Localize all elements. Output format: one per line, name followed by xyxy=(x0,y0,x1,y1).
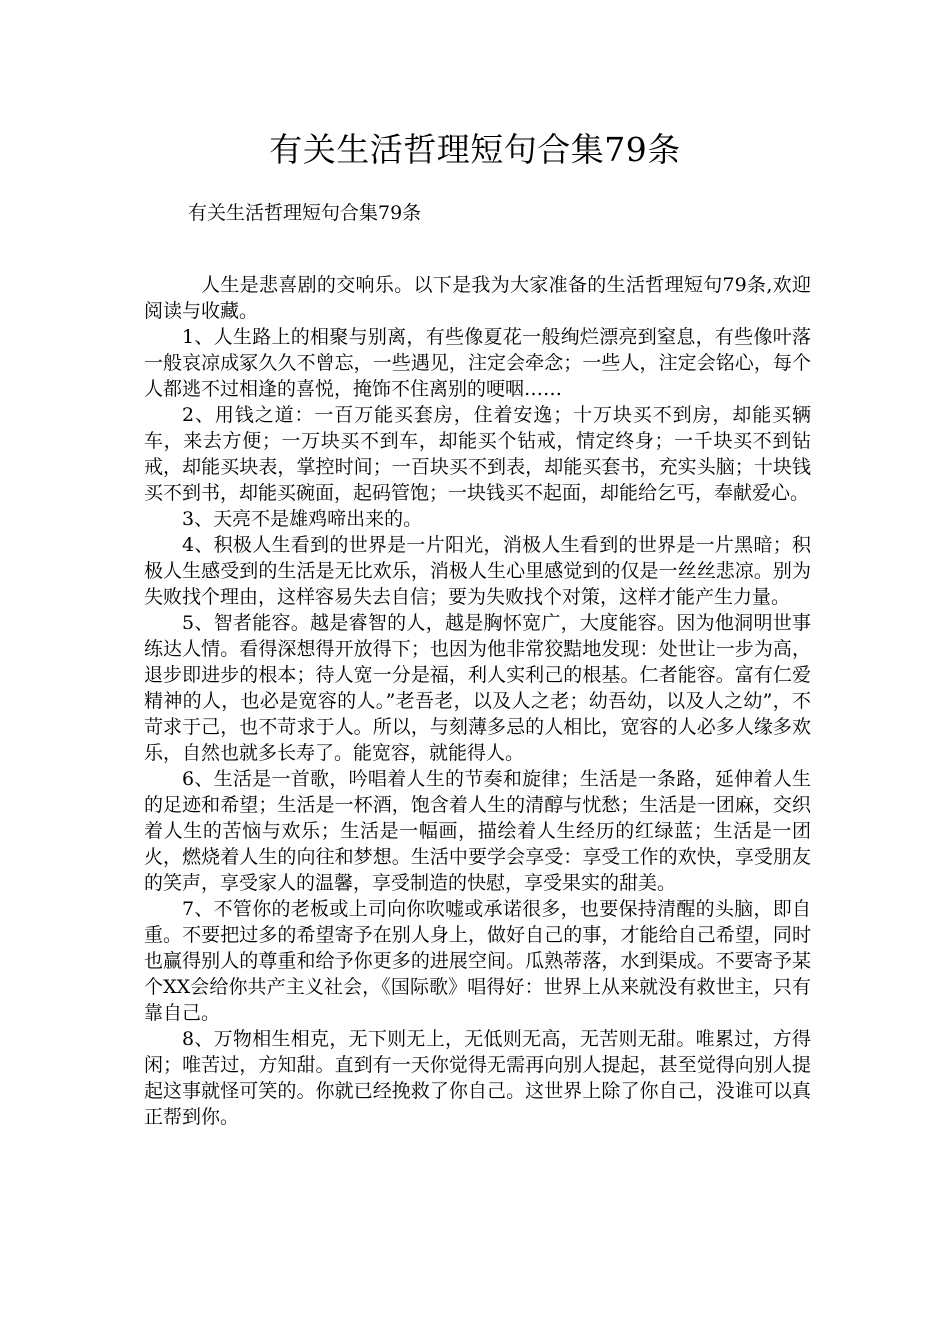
document-body xyxy=(144,272,811,1130)
paragraph-1: 1、人生路上的相聚与别离，有些像夏花一般绚烂漂亮到窒息，有些像叶落一般哀凉成冢久久不曾忘，一些遇见，注定会牵念；一些人，注定会铭心，每个人都逃不过相逢的喜悦，掩饰不住离别的哽咽…… xyxy=(144,326,811,400)
paragraph-8: 8、万物相生相克，无下则无上，无低则无高，无苦则无甜。唯累过，方得闲；唯苦过，方知甜。直到有一天你觉得无需再向别人提起，甚至觉得向别人提起这事就怪可笑的。你就已经挽救了你自己。这世界上除了你自己，没谁可以真正帮到你。 xyxy=(144,1028,811,1128)
paragraph-2: 2、用钱之道：一百万能买套房，住着安逸；十万块买不到房，却能买辆车，来去方便；一万块买不到车，却能买个钻戒，情定终身；一千块买不到钻戒，却能买块表，掌控时间；一百块买不到表，却能买套书，充实头脑；十块钱买不到书，却能买碗面，起码管饱；一块钱买不起面，却能给乞丐，奉献爱心。 xyxy=(144,404,811,504)
document-subtitle: 有关生活哲理短句合集79条 xyxy=(188,202,422,224)
paragraph-3: 3、天亮不是雄鸡啼出来的。 xyxy=(182,508,423,530)
document-title: 有关生活哲理短句合集79条 xyxy=(269,130,681,169)
paragraph-6: 6、生活是一首歌，吟唱着人生的节奏和旋律；生活是一条路，延伸着人生的足迹和希望；生活是一杯酒，饱含着人生的清醇与忧愁；生活是一团麻，交织着人生的苦恼与欢乐；生活是一幅画，描绘着人生经历的红绿蓝；生活是一团火，燃烧着人生的向往和梦想。生活中要学会享受：享受工作的欢快，享受朋友的笑声，享受家人的温馨，享受制造的快慰，享受果实的甜美。 xyxy=(144,768,811,894)
paragraph-7: 7、不管你的老板或上司向你吹嘘或承诺很多，也要保持清醒的头脑，即自重。不要把过多的希望寄予在别人身上，做好自己的事，才能给自己希望，同时也赢得别人的尊重和给予你更多的进展空间。瓜熟蒂落，水到渠成。不要寄予某个XX会给你共产主义社会，《国际歌》唱得好：世界上从来就没有救世主，只有靠自己。 xyxy=(144,898,811,1024)
paragraph-4: 4、积极人生看到的世界是一片阳光，消极人生看到的世界是一片黑暗；积极人生感受到的生活是无比欢乐，消极人生心里感觉到的仅是一丝丝悲凉。别为失败找个理由，这样容易失去自信；要为失败找个对策，这样才能产生力量。 xyxy=(144,534,811,608)
paragraph-5: 5、智者能容。越是睿智的人，越是胸怀宽广，大度能容。因为他洞明世事练达人情。看得深想得开放得下；也因为他非常狡黠地发现：处世让一步为高，退步即进步的根本；待人宽一分是福，利人实利己的根基。仁者能容。富有仁爱精神的人，也必是宽容的人。”老吾老，以及人之老；幼吾幼，以及人之幼”，不苛求于己，也不苛求于人。所以，与刻薄多忌的人相比，宽容的人必多人缘多欢乐，自然也就多长寿了。能宽容，就能得人。 xyxy=(144,612,811,764)
intro-paragraph: 人生是悲喜剧的交响乐。以下是我为大家准备的生活哲理短句79条,欢迎阅读与收藏。 xyxy=(144,274,811,322)
